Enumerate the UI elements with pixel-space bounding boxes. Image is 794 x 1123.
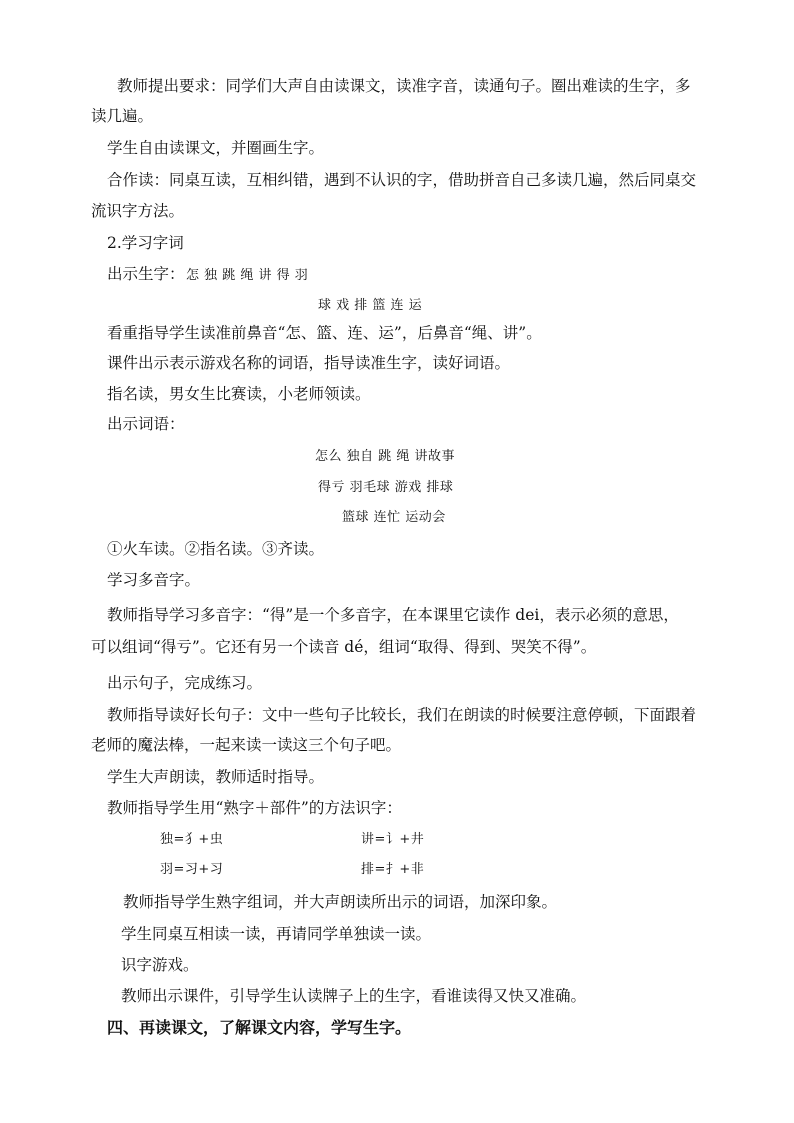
paragraph-line: 合作读：同桌互读，互相纠错，遇到不认识的字，借助拼音自己多读几遍，然后同桌交: [107, 171, 697, 189]
paragraph-line: 出示生字：: [107, 265, 185, 283]
paragraph-line: 教师指导读好长句子：文中一些句子比较长，我们在朗读的时候要注意停顿，下面跟着: [107, 706, 697, 724]
formula: 讲=讠+井: [361, 832, 425, 847]
formula: 羽=习+习: [160, 862, 224, 877]
word-row-1: 怎么 独自 跳 绳 讲故事: [315, 449, 456, 464]
paragraph-line: 课件出示表示游戏名称的词语，指导读准生字，读好词语。: [107, 354, 511, 372]
word-row-3: 篮球 连忙 运动会: [342, 510, 446, 525]
paragraph-line: 出示句子，完成练习。: [107, 674, 263, 692]
paragraph-line: 老师的魔法棒，一起来读一读这三个句子吧。: [91, 736, 402, 754]
paragraph-line: 出示词语：: [107, 415, 185, 433]
paragraph-line: 读几遍。: [91, 107, 154, 125]
paragraph-line: 教师指导学生用“熟字＋部件”的方法识字：: [107, 799, 402, 817]
formula: 排=扌+非: [361, 862, 425, 877]
paragraph-line: 教师出示课件，引导学生认读牌子上的生字，看谁读得又快又准确。: [121, 987, 587, 1005]
paragraph-line: 教师指导学生熟字组词，并大声朗读所出示的词语，加深印象。: [123, 893, 558, 911]
paragraph-line: 识字游戏。: [121, 956, 199, 974]
paragraph-line: 学生大声朗读，教师适时指导。: [107, 768, 325, 786]
paragraph-line: 学生同桌互相读一读，再请同学单独读一读。: [121, 925, 432, 943]
chars-row-1: 怎 独 跳 绳 讲 得 羽: [186, 268, 309, 283]
chars-row-2: 球 戏 排 篮 连 运: [318, 298, 423, 313]
paragraph-line: 教师提出要求：同学们大声自由读课文，读准字音，读通句子。圈出难读的生字，多: [117, 77, 691, 95]
paragraph-line: 学习多音字。: [107, 571, 201, 589]
section-heading: 四、再读课文，了解课文内容，学写生字。: [107, 1018, 412, 1037]
paragraph-line: 学生自由读课文，并圈画生字。: [107, 139, 325, 157]
paragraph-line: 指名读，男女生比赛读，小老师领读。: [107, 385, 371, 403]
formula: 独=犭+虫: [160, 832, 224, 847]
paragraph-line: 可以组词“得亏”。它还有另一个读音 dé，组词“取得、得到、哭笑不得”。: [91, 638, 597, 656]
paragraph-line: 教师指导学习多音字：“得”是一个多音字，在本课里它读作 dei，表示必须的意思，: [107, 606, 679, 624]
paragraph-line: ①火车读。②指名读。③齐读。: [107, 540, 325, 558]
paragraph-line: 流识字方法。: [91, 202, 185, 220]
word-row-2: 得亏 羽毛球 游戏 排球: [318, 480, 454, 495]
paragraph-line: 看重指导学生读准前鼻音“怎、篮、连、运”，后鼻音“绳、讲”。: [107, 324, 542, 342]
section-heading: 2.学习字词: [107, 234, 184, 252]
